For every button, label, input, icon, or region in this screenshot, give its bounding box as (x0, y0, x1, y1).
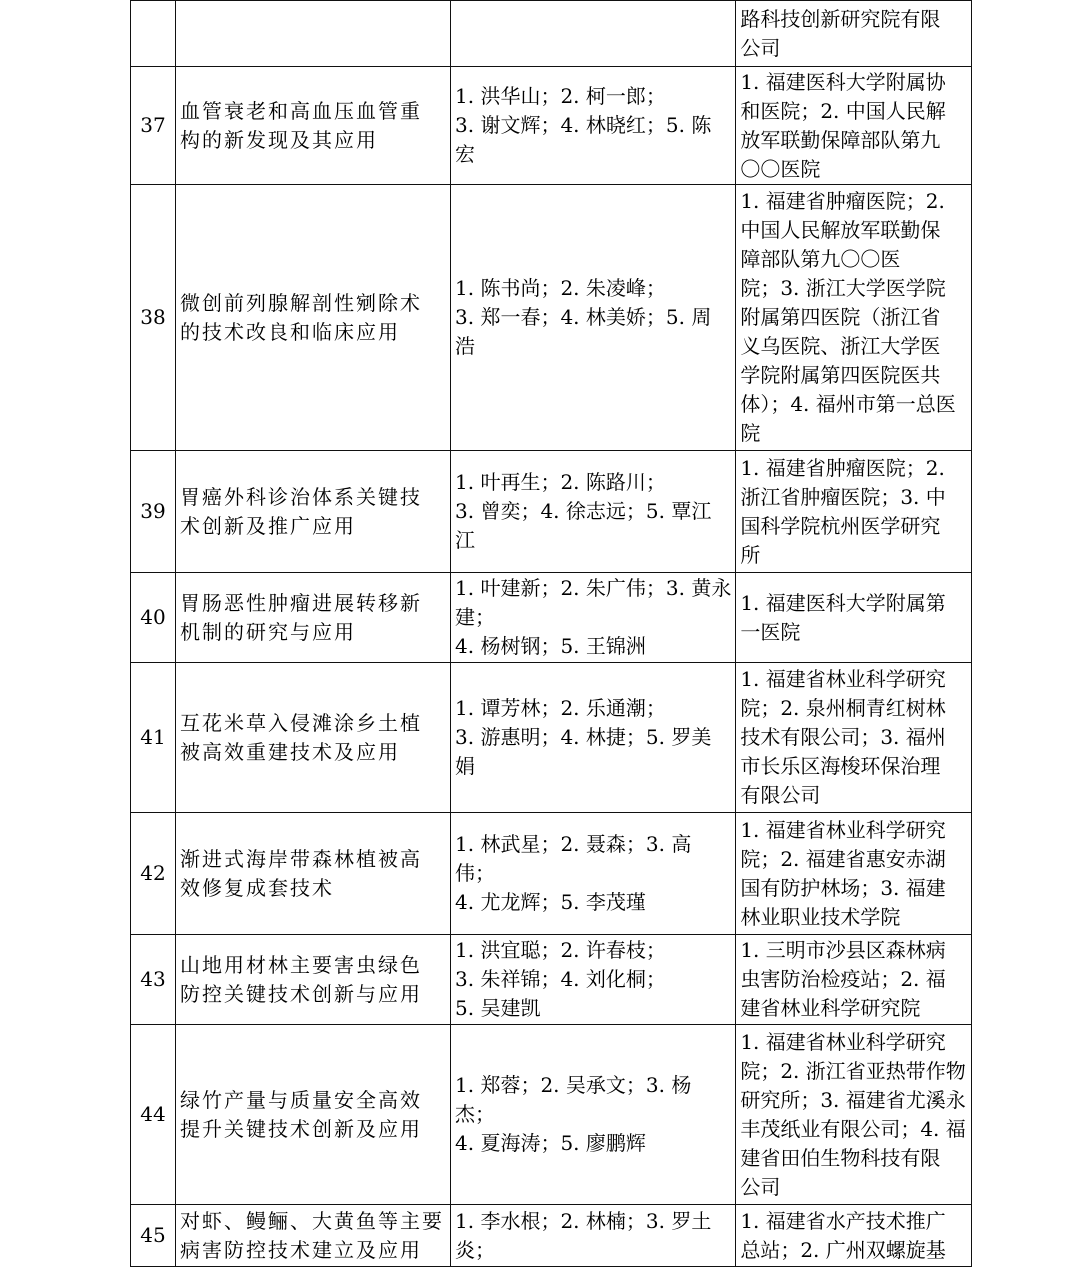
table-row (131, 1025, 972, 1205)
organizations-line: 放军联勤保障部队第九 (740, 127, 941, 152)
completers-line: 3. 游惠明；4. 林捷；5. 罗美 (455, 725, 712, 749)
awards-table (130, 0, 972, 1267)
completers-line: 1. 叶再生；2. 陈路川； (455, 470, 666, 494)
organizations-line: 院；3. 浙江大学医学院 (740, 276, 946, 300)
organizations-line: 义乌医院、浙江大学医 (740, 334, 941, 358)
organizations-line: 市长乐区海梭环保治理 (740, 754, 941, 778)
organizations-line: 〇〇医院 (740, 156, 821, 181)
table-row (131, 451, 972, 573)
completers (451, 185, 736, 451)
row-number: 39 (131, 451, 176, 573)
completers-line: 1. 李水根；2. 林楠；3. 罗土 (455, 1208, 712, 1233)
organizations (736, 1, 972, 67)
completers-line: 4. 夏海涛；5. 廖鹏辉 (455, 1131, 646, 1155)
row-number: 44 (131, 1025, 176, 1205)
project-title (176, 1025, 451, 1205)
project-title (176, 573, 451, 663)
project-title-line: 被高效重建技术及应用 (180, 739, 400, 764)
completers (451, 813, 736, 935)
table-row (131, 67, 972, 185)
completers-line: 1. 叶建新；2. 朱广伟；3. 黄永 (455, 576, 732, 600)
organizations-line: 林业职业技术学院 (740, 904, 901, 929)
project-title-line: 山地用材林主要害虫绿色 (180, 952, 422, 977)
project-title-line: 胃癌外科诊治体系关键技 (180, 484, 422, 509)
project-title (176, 67, 451, 185)
completers (451, 1205, 736, 1267)
completers-line: 3. 朱祥锦；4. 刘化桐； (455, 967, 666, 991)
table-body (131, 1, 972, 1267)
table-row (131, 1, 972, 67)
organizations-line: 附属第四医院（浙江省 (740, 305, 941, 329)
organizations-line: 虫害防治检疫站；2. 福 (740, 967, 946, 991)
organizations-line: 国科学院杭州医学研究 (740, 513, 941, 538)
table-row (131, 935, 972, 1025)
completers-line: 4. 尤龙辉；5. 李茂瑾 (455, 890, 646, 914)
completers-line: 3. 曾奕；4. 徐志远；5. 覃江 (455, 499, 712, 523)
organizations-line: 1. 三明市沙县区森林病 (740, 938, 946, 962)
project-title-line: 提升关键技术创新及应用 (180, 1116, 422, 1141)
row-number: 37 (131, 67, 176, 185)
organizations (736, 451, 972, 573)
completers-line: 杰； (455, 1102, 495, 1126)
completers (451, 1, 736, 67)
project-title-line: 效修复成套技术 (180, 875, 334, 900)
organizations-line: 公司 (740, 1174, 781, 1199)
row-number: 45 (131, 1205, 176, 1267)
organizations-line: 1. 福建省林业科学研究 (740, 1029, 946, 1054)
row-number (131, 1, 176, 67)
project-title-line: 机制的研究与应用 (180, 619, 356, 644)
table-row (131, 663, 972, 813)
organizations (736, 1205, 972, 1267)
completers-line: 娟 (455, 754, 475, 778)
completers-line: 建； (455, 605, 495, 629)
organizations-line: 国有防护林场；3. 福建 (740, 875, 946, 900)
completers-line: 1. 谭芳林；2. 乐通潮； (455, 696, 666, 720)
project-title-line: 胃肠恶性肿瘤进展转移新 (180, 590, 422, 615)
completers-line: 3. 郑一春；4. 林美娇；5. 周 (455, 305, 712, 329)
project-title-line: 渐进式海岸带森林植被高 (180, 846, 422, 871)
completers-line: 1. 陈书尚；2. 朱凌峰； (455, 276, 666, 300)
project-title-line: 病害防控技术建立及应用 (180, 1237, 422, 1262)
table-row (131, 573, 972, 663)
organizations-line: 院；2. 浙江省亚热带作物 (740, 1058, 966, 1083)
organizations-line: 中国人民解放军联勤保 (740, 218, 941, 242)
organizations-line: 1. 福建医科大学附属第 (740, 590, 946, 615)
organizations-line: 技术有限公司；3. 福州 (740, 725, 946, 749)
organizations-line: 1. 福建医科大学附属协 (740, 69, 946, 94)
row-number: 41 (131, 663, 176, 813)
completers-line: 宏 (455, 142, 475, 166)
organizations-line: 1. 福建省水产技术推广 (740, 1208, 946, 1233)
organizations-line: 1. 福建省林业科学研究 (740, 817, 946, 842)
organizations-line: 1. 福建省林业科学研究 (740, 667, 946, 691)
project-title-line: 术创新及推广应用 (180, 513, 356, 538)
organizations-line: 障部队第九〇〇医 (740, 247, 901, 271)
completers-line: 1. 林武星；2. 聂森；3. 高 (455, 832, 692, 856)
organizations-line: 建省田伯生物科技有限 (740, 1145, 941, 1170)
row-number: 43 (131, 935, 176, 1025)
project-title-line: 构的新发现及其应用 (180, 127, 378, 152)
completers (451, 663, 736, 813)
organizations-line: 1. 福建省肿瘤医院；2. (740, 189, 945, 213)
project-title-line: 互花米草入侵滩涂乡土植 (180, 710, 422, 735)
table-row (131, 1205, 972, 1267)
organizations-line: 所 (740, 542, 761, 567)
organizations-line: 有限公司 (740, 783, 821, 807)
completers-line: 浩 (455, 334, 475, 358)
project-title (176, 935, 451, 1025)
project-title (176, 1205, 451, 1267)
project-title (176, 813, 451, 935)
organizations-line: 院；2. 泉州桐青红树林 (740, 696, 946, 720)
completers-line: 炎； (455, 1237, 495, 1262)
organizations-line: 建省林业科学研究院 (740, 996, 921, 1020)
row-number: 38 (131, 185, 176, 451)
organizations-line: 一医院 (740, 619, 801, 644)
organizations (736, 813, 972, 935)
organizations (736, 573, 972, 663)
completers-line: 江 (455, 528, 475, 552)
project-title-line: 微创前列腺解剖性剜除术 (180, 290, 422, 315)
organizations-line: 公司 (740, 35, 781, 60)
completers-line: 5. 吴建凯 (455, 996, 541, 1020)
project-title (176, 185, 451, 451)
completers (451, 67, 736, 185)
project-title-line: 的技术改良和临床应用 (180, 319, 400, 344)
project-title (176, 663, 451, 813)
organizations-line: 总站；2. 广州双螺旋基 (740, 1237, 946, 1262)
completers (451, 573, 736, 663)
completers-line: 伟； (455, 861, 495, 885)
completers-line: 1. 洪华山；2. 柯一郎； (455, 84, 666, 108)
organizations (736, 185, 972, 451)
organizations-line: 和医院；2. 中国人民解 (740, 98, 946, 123)
completers-line: 1. 郑蓉；2. 吴承文；3. 杨 (455, 1073, 692, 1097)
organizations (736, 935, 972, 1025)
project-title-line: 血管衰老和高血压血管重 (180, 98, 422, 123)
organizations-line: 院 (740, 421, 761, 445)
organizations (736, 67, 972, 185)
organizations (736, 663, 972, 813)
row-number: 42 (131, 813, 176, 935)
project-title (176, 451, 451, 573)
project-title-line: 对虾、鳗鲡、大黄鱼等主要 (180, 1208, 444, 1233)
organizations-line: 路科技创新研究院有限 (740, 6, 941, 31)
completers-line: 3. 谢文辉；4. 林晓红；5. 陈 (455, 113, 712, 137)
organizations-line: 学院附属第四医院医共 (740, 363, 941, 387)
completers-line: 4. 杨树钢；5. 王锦洲 (455, 634, 646, 658)
completers (451, 935, 736, 1025)
completers (451, 1025, 736, 1205)
organizations-line: 浙江省肿瘤医院；3. 中 (740, 484, 946, 509)
row-number: 40 (131, 573, 176, 663)
table-row (131, 813, 972, 935)
organizations-line: 体）；4. 福州市第一总医 (740, 392, 956, 416)
organizations-line: 丰茂纸业有限公司；4. 福 (740, 1116, 966, 1141)
organizations-line: 院；2. 福建省惠安赤湖 (740, 846, 946, 871)
completers-line: 1. 洪宜聪；2. 许春枝； (455, 938, 666, 962)
completers (451, 451, 736, 573)
project-title-line: 防控关键技术创新与应用 (180, 981, 422, 1006)
organizations-line: 研究所；3. 福建省尤溪永 (740, 1087, 966, 1112)
project-title-line: 绿竹产量与质量安全高效 (180, 1087, 422, 1112)
project-title (176, 1, 451, 67)
organizations-line: 1. 福建省肿瘤医院；2. (740, 455, 945, 480)
organizations (736, 1025, 972, 1205)
table-row (131, 185, 972, 451)
